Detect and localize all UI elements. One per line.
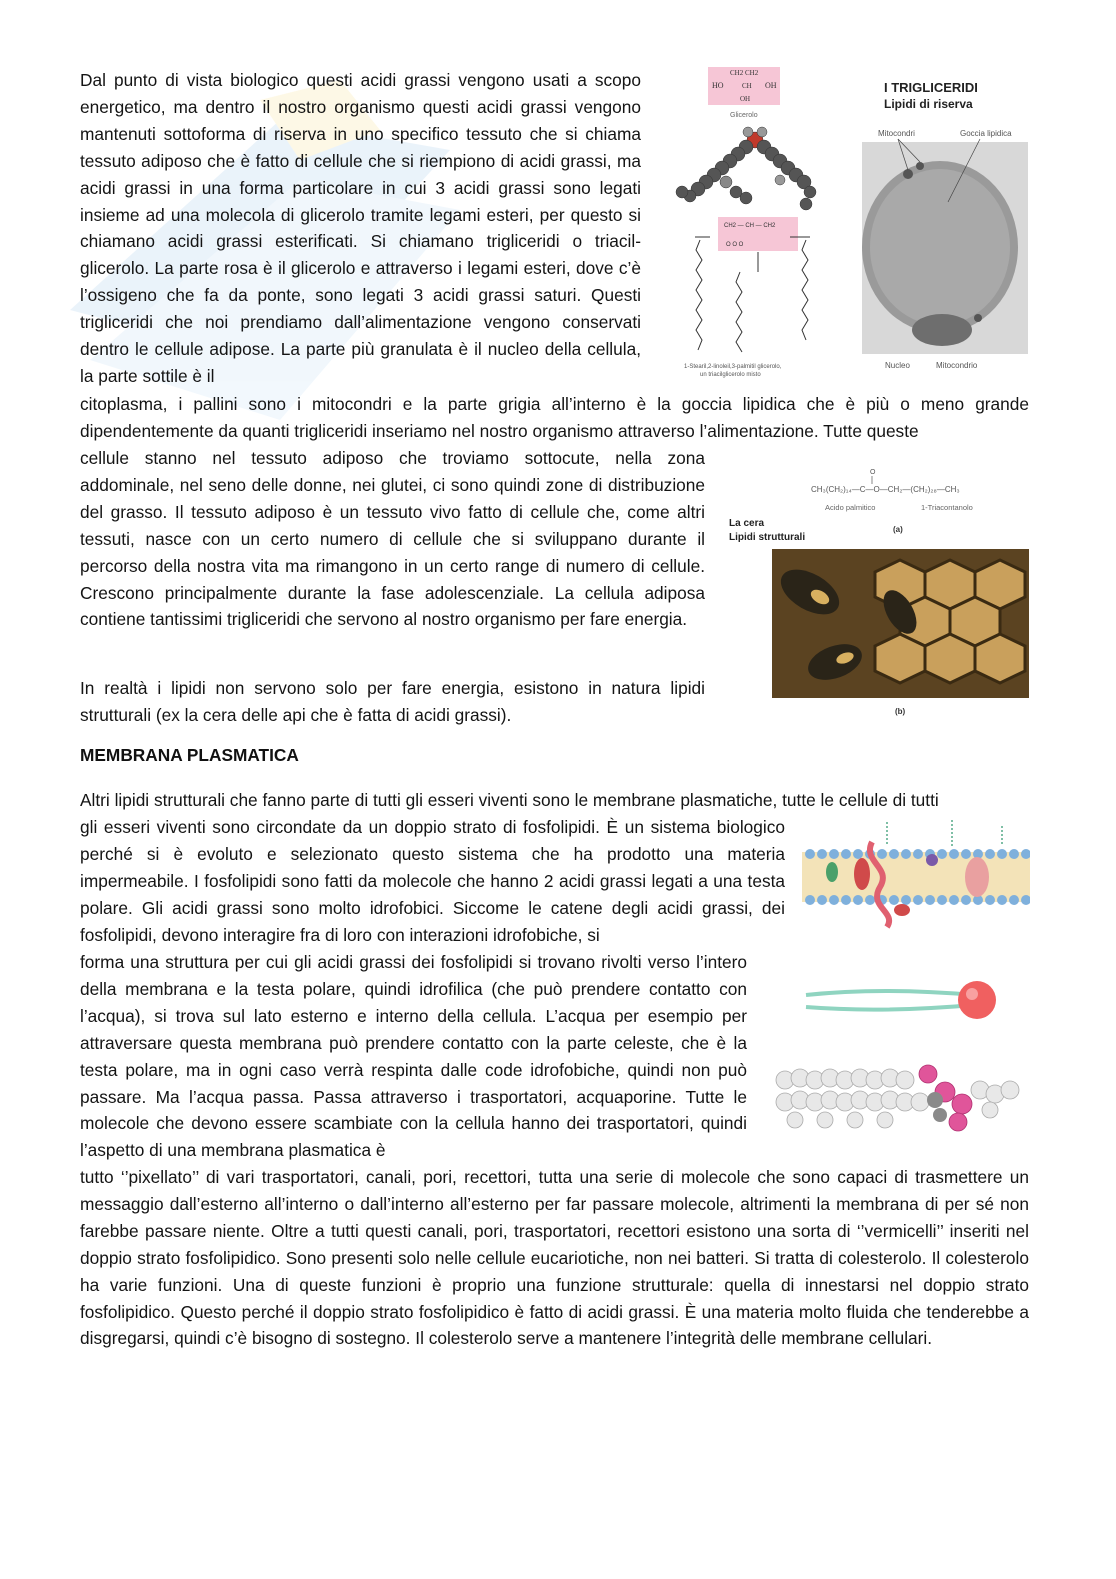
glycerol-oh-bottom: OH	[740, 95, 751, 103]
paragraph-membrana-b: forma una struttura per cui gli acidi grassi dei fosfolipidi si trovano rivolti verso l’intero della membrana e la testa polare, quindi idrofilica (che può prendere contatto con l’acqua), si trova sul lato esterno e interno della cellula. L’acqua per esempio per attraversare questa membrana può prendere contatto con la parte celeste, che è la testa polare, ma in ogni caso verrà respinta dalle code idrofobiche, quindi non può passare. Ma l’acqua passa. Passa attraverso i trasportatori, acquaporine. Tutte le molecole che devono essere scambiate con la cellula hanno dei trasportatori, quindi l’aspetto di una membrana plasmatica è	[80, 952, 747, 1161]
fig-subtitle: Lipidi di riserva	[884, 97, 973, 111]
spacefill-model	[676, 127, 816, 210]
cera-title: La cera	[729, 518, 765, 529]
paragraph-tessuto-adiposo: cellule stanno nel tessuto adiposo che troviamo sottocute, nella zona addominale, nel seno delle donne, nei glutei, ci sono quindi zone di distribuzione del grasso. Il tessuto adiposo è un tessuto vivo fatto di cellule che, come altri tessuti, nasce con un certo numero di cellule che si sviluppano durante il percorso della nostra vita ma rimangono in un certo range di numero di cellule. Crescono principalmente durante la fase adolescenziale. La cellula adiposa contiene tantissimi trigliceridi che servono al nostro organismo per fare energia.	[80, 448, 705, 630]
label-goccia: Goccia lipidica	[960, 129, 1012, 138]
paragraph-membrana-c: tutto ‘’pixellato’’ di vari trasportatori, canali, pori, recettori, tutta una serie di molecole che sono capaci di trasmettere un messaggio dall’esterno all’interno o dall’interno all’esterno per far passare molecole, altrimenti la membrana di per sé non farebbe passare niente. Oltre a tutti questi canali, pori, trasportatori, recettori esistono una sorta di ‘’vermicelli’’ inseriti nel doppio strato fosfolipidico. Sono presenti solo nelle cellule eucariotiche, non nei batteri. Si tratta di colesterolo. Il colesterolo ha varie funzioni. Una di queste funzioni è proprio una funzione strutturale: quella di innestarsi nel doppio strato fosfolipidico. Questo perché il doppio strato fosfolipidico è fatto di acidi grassi. È una materia molto fluida che tenderebbe a disgregarsi, quindi c’è bisogno di sostegno. Il colesterolo serve a mantenere l’integrità delle membrane cellulari.	[80, 1167, 1029, 1349]
figure-membrana	[802, 812, 1030, 932]
svg-text:O O O: O O O	[726, 242, 744, 248]
figure-cera	[725, 462, 1035, 722]
cera-formula: CH₃(CH₂)₁₄—C—O—CH₂—(CH₂)₂₈—CH₃	[811, 485, 960, 494]
paragraph-lipidi-strutturali: In realtà i lipidi non servono solo per fare energia, esistono in natura lipidi strutturali (ex la cera delle api che è fatta di acidi grassi).	[80, 678, 705, 725]
glycerol-ho: HO	[712, 81, 724, 90]
svg-text:CH2 — CH — CH2: CH2 — CH — CH2	[724, 223, 776, 229]
label-mitocondrio: Mitocondrio	[936, 361, 978, 370]
label-triacontanolo: 1-Triacontanolo	[921, 503, 973, 512]
paragraph-trigliceridi-cont: citoplasma, i pallini sono i mitocondri e la parte grigia all’interno è la goccia lipidica che è più o meno grande dipendentemente da quanti trigliceridi inseriamo nel nostro organismo attraverso l’alimentazione. Tutte queste	[80, 394, 1029, 441]
fig-title: I TRIGLICERIDI	[884, 80, 978, 95]
glycerol-caption: Glicerolo	[730, 112, 758, 119]
label-b: (b)	[895, 707, 906, 716]
paragraph-membrana-intro: Altri lipidi strutturali che fanno parte di tutti gli esseri viventi sono le membrane plasmatiche, tutte le cellule di tutti	[80, 790, 939, 810]
label-mitocondri: Mitocondri	[878, 129, 915, 138]
figure-trigliceridi	[670, 62, 1035, 382]
figure-fosfolipide-schema	[802, 975, 1002, 1025]
molecule-caption-1: 1-Stearil,2-linoleil,3-palmitil glicerolo,	[684, 364, 782, 370]
paragraph-membrana-a: gli esseri viventi sono circondate da un doppio strato di fosfolipidi. È un sistema biologico perché si è evoluto e selezionato questo sistema che ha prodotto una materia impermeabile. I fosfolipidi sono fatti da molecole che hanno 2 acidi grassi legati a una testa polare. Gli acidi grassi sono molto idrofobici. Siccome le catene degli acidi grassi, dei fosfolipidi, devono interagire fra di loro con interazioni idrofobiche, si	[80, 817, 785, 945]
figure-fosfolipide-modello	[770, 1060, 1030, 1135]
paragraph-trigliceridi: Dal punto di vista biologico questi acidi grassi vengono usati a scopo energetico, ma dentro il nostro organismo questi acidi grassi vengono mantenuti sottoforma di riserva in uno specifico tessuto che si chiama tessuto adiposo che è fatto di cellule che si riempiono di acidi grassi, ma acidi grassi in una forma particolare in cui 3 acidi grassi sono legati insieme ad una molecola di glicerolo tramite legami esteri, per questo si chiamano acidi grassi esterificati. Si chiamano trigliceridi o triacil-glicerolo. La parte rosa è il glicerolo e attraverso i legami esteri, dove c’è l’ossigeno che fa da ponte, sono legati 3 acidi grassi saturi. Questi trigliceridi che noi prendiamo dall’alimentazione vengono conservati dentro le cellule adipose. La parte più granulata è il nucleo della cellula, la parte sottile è il	[80, 70, 641, 386]
svg-text:O: O	[870, 469, 876, 476]
cera-subtitle: Lipidi strutturali	[729, 532, 806, 543]
glycerol-oh-right: OH	[765, 81, 777, 90]
glycerol-ch: CH	[742, 82, 752, 90]
label-acido-palmitico: Acido palmitico	[825, 503, 876, 512]
glycerol-ch2: CH2 CH2	[730, 69, 759, 77]
section-heading-membrana: MEMBRANA PLASMATICA	[80, 745, 299, 765]
label-a: (a)	[893, 525, 903, 534]
label-nucleo: Nucleo	[885, 361, 910, 370]
molecule-caption-2: un triacilglicerolo misto	[700, 372, 761, 378]
